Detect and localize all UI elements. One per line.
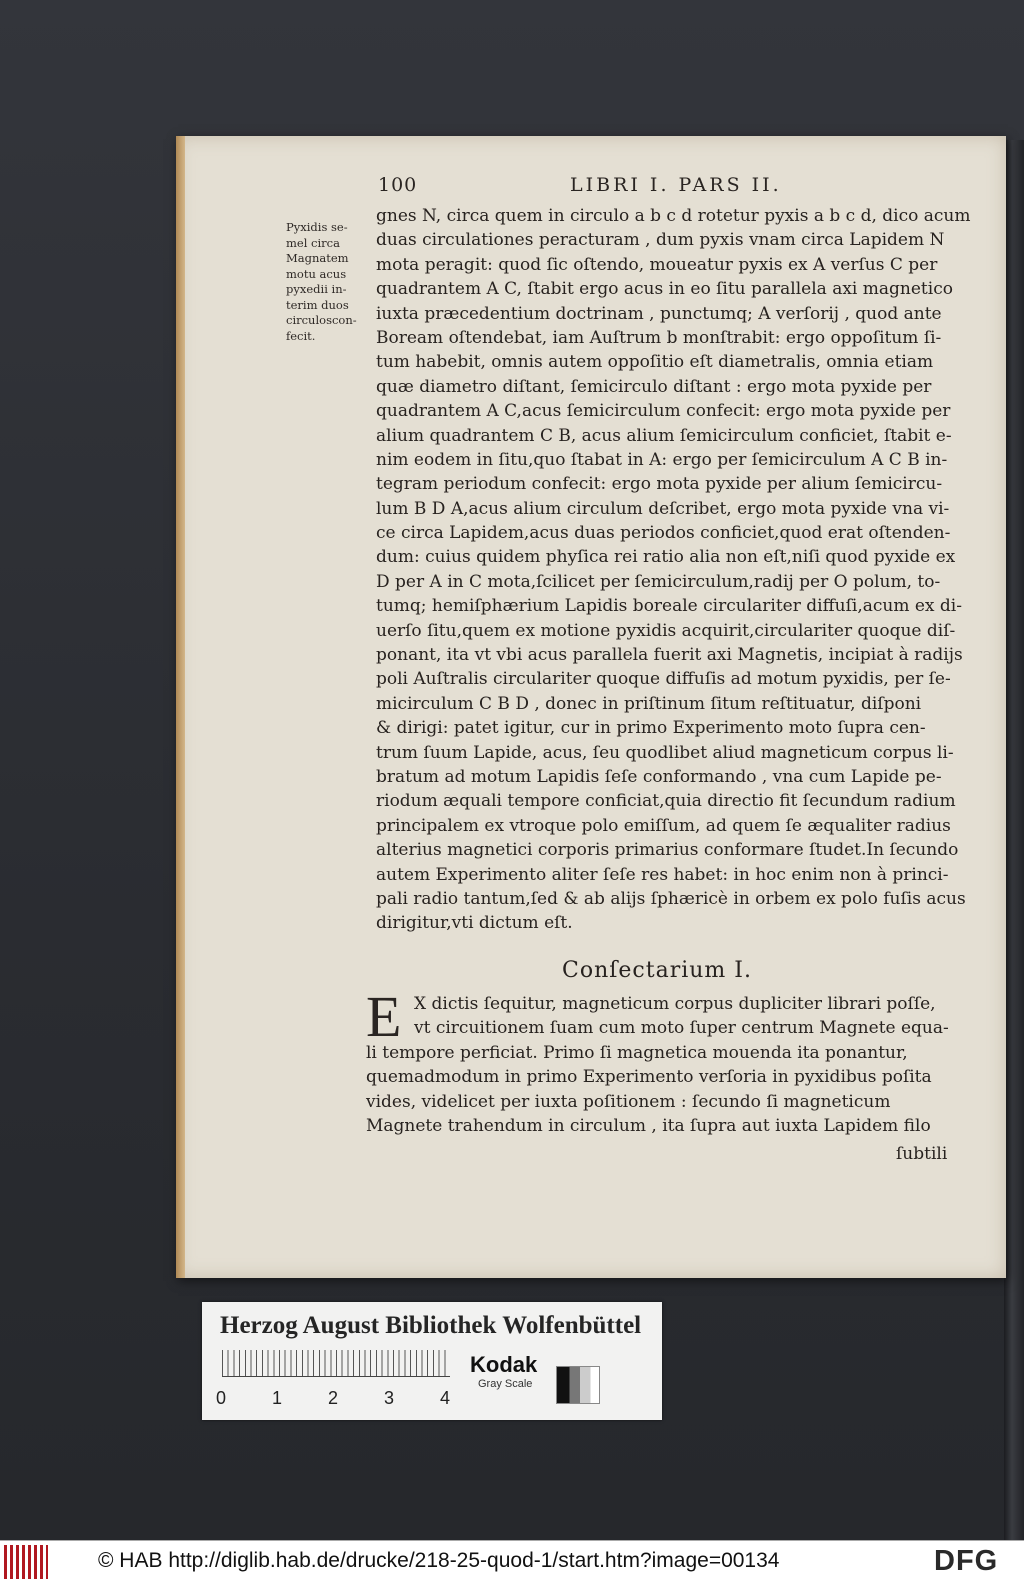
ruler-numbers (216, 1388, 456, 1410)
text-line: li tempore perficiat. Primo ſi magnetica mouenda ita ponantur, (366, 1042, 908, 1063)
text-line: quadrantem A C,acus ſemicirculum confecit: ergo mota pyxide per (376, 401, 951, 422)
text-line: vides, videlicet per iuxta poſitionem : ſecundo ſi magneticum (366, 1091, 891, 1112)
text-line: dirigitur,vti dictum eſt. (376, 913, 573, 934)
drop-cap: E (366, 984, 402, 1049)
text-line: micirculum C B D , donec in priſtinum ſitum reſtituatur, diſponi (376, 693, 922, 714)
text-line: quadrantem A C, ſtabit ergo acus in eo ſitu parallela axi magnetico (376, 279, 953, 300)
gray-scale-label: Gray Scale (478, 1378, 533, 1390)
text-line: bratum ad motum Lapidis ſeſe conformando , vna cum Lapide pe- (376, 766, 942, 787)
text-line: tumq; hemiſphærium Lapidis boreale circulariter diffuſi,acum ex di- (376, 596, 962, 617)
ruler-number: 2 (328, 1388, 339, 1408)
section-heading: Conſectarium I. (562, 958, 752, 983)
text-line: principalem ex vtroque polo emiſſum, ad quem ſe æqualiter radius (376, 815, 951, 836)
text-line: alium quadrantem C B, acus alium ſemicirculum conficiet, ſtabit e- (376, 425, 952, 446)
ruler-number: 1 (272, 1388, 283, 1408)
gray-scale-swatch (556, 1366, 600, 1404)
text-line: Boream oſtendebat, iam Auſtrum b monſtrabit: ergo oppoſitum ſi- (376, 327, 942, 348)
text-line: mota peragit: quod ſic oſtendo, moueatur pyxis ex A verſus C per (376, 254, 938, 275)
text-line: gnes N, circa quem in circulo a b c d rotetur pyxis a b c d, dico acum (376, 206, 971, 226)
ruler-ticks (222, 1350, 450, 1377)
page-number: 100 (378, 174, 418, 196)
text-line: poli Auſtralis circulariter quoque diffuſis ad motum pyxidis, per ſe- (376, 669, 951, 690)
text-line: nim eodem in ſitu,quo ſtabat in A: ergo per ſemicirculum A C B in- (376, 449, 948, 470)
running-title: LIBRI I. PARS II. (570, 174, 782, 196)
ruler-number: 0 (216, 1388, 227, 1408)
text-line: trum ſuum Lapide, acus, ſeu quodlibet aliud magneticum corpus li- (376, 742, 954, 763)
text-line: quemadmodum in primo Experimento verſoria in pyxidibus poſita (366, 1067, 932, 1088)
facing-page-edge (1004, 140, 1024, 1540)
footer-bar (0, 1540, 1024, 1583)
text-line: alterius magnetici corporis primarius conformare ſtudet.In ſecundo (376, 840, 959, 861)
text-line: uerſo ſitu,quem ex motione pyxidis acquirit,circulariter quoque diſ- (376, 620, 956, 641)
text-line: ponant, ita vt vbi acus parallela fuerit axi Magnetis, incipiat à radijs (376, 645, 963, 666)
text-line: quæ diametro diſtant, ſemicirculo diſtant : ergo mota pyxide per (376, 376, 932, 397)
text-line: tum habebit, omnis autem oppoſitio eſt diametralis, omnia etiam (376, 352, 934, 373)
text-line: iuxta præcedentium doctrinam , punctumq; A verſorij , quod ante (376, 303, 942, 324)
body-text (376, 204, 976, 936)
text-line: & dirigi: patet igitur, cur in primo Experimento moto ſupra cen- (376, 718, 926, 739)
catchword: ſubtili (896, 1144, 948, 1164)
consectarium-text (366, 992, 956, 1138)
text-line: dum: cuius quidem phyſica rei ratio alia non eſt,niſi quod pyxide ex (376, 547, 956, 568)
text-line: lum B D A,acus alium circulum deſcribet, ergo mota pyxide vna vi- (376, 498, 950, 519)
text-line: vt circuitionem ſuam cum moto ſuper centrum Magnete equa- (414, 1018, 949, 1039)
running-head (378, 174, 988, 200)
library-name: Herzog August Bibliothek Wolfenbüttel (220, 1312, 642, 1339)
text-line: tegram periodum confecit: ergo mota pyxide per alium ſemicircu- (376, 474, 943, 495)
text-line: Magnete trahendum in circulum , ita ſupra aut iuxta Lapidem filo (366, 1115, 931, 1136)
text-line: duas circulationes peracturam , dum pyxis vnam circa Lapidem N (376, 230, 945, 251)
kodak-logo: Kodak (470, 1352, 538, 1377)
ruler-number: 3 (384, 1388, 395, 1408)
text-line: autem Experimento aliter ſeſe res habet: in hoc enim non à princi- (376, 864, 949, 885)
footer-url[interactable]: © HAB http://diglib.hab.de/drucke/218-25-quod-1/start.htm?image=00134 (98, 1549, 780, 1572)
page-gutter-edge (176, 136, 185, 1278)
text-line: ce circa Lapidem,acus duas periodos conficiet,quod erat oſtenden- (376, 523, 951, 544)
text-line: riodum æquali tempore conficiat,quia directio fit ſecundum radium (376, 791, 956, 812)
text-line: D per A in C mota,ſcilicet per ſemicirculum,radij per O polum, to- (376, 571, 941, 592)
text-line: X dictis ſequitur, magneticum corpus dupliciter librari poſſe, (414, 994, 936, 1014)
color-scale-card (202, 1302, 662, 1420)
dfg-logo: DFG (934, 1545, 999, 1577)
hab-logo-icon (4, 1545, 48, 1579)
text-line: pali radio tantum,ſed & ab alijs ſphæricè in orbem ex polo fuſis acus (376, 888, 966, 909)
ruler-number: 4 (440, 1388, 451, 1408)
marginal-note: Pyxidis se- mel circa Magnatem motu acus pyxedii in- terim duos circuloscon- fecit. (286, 220, 357, 343)
